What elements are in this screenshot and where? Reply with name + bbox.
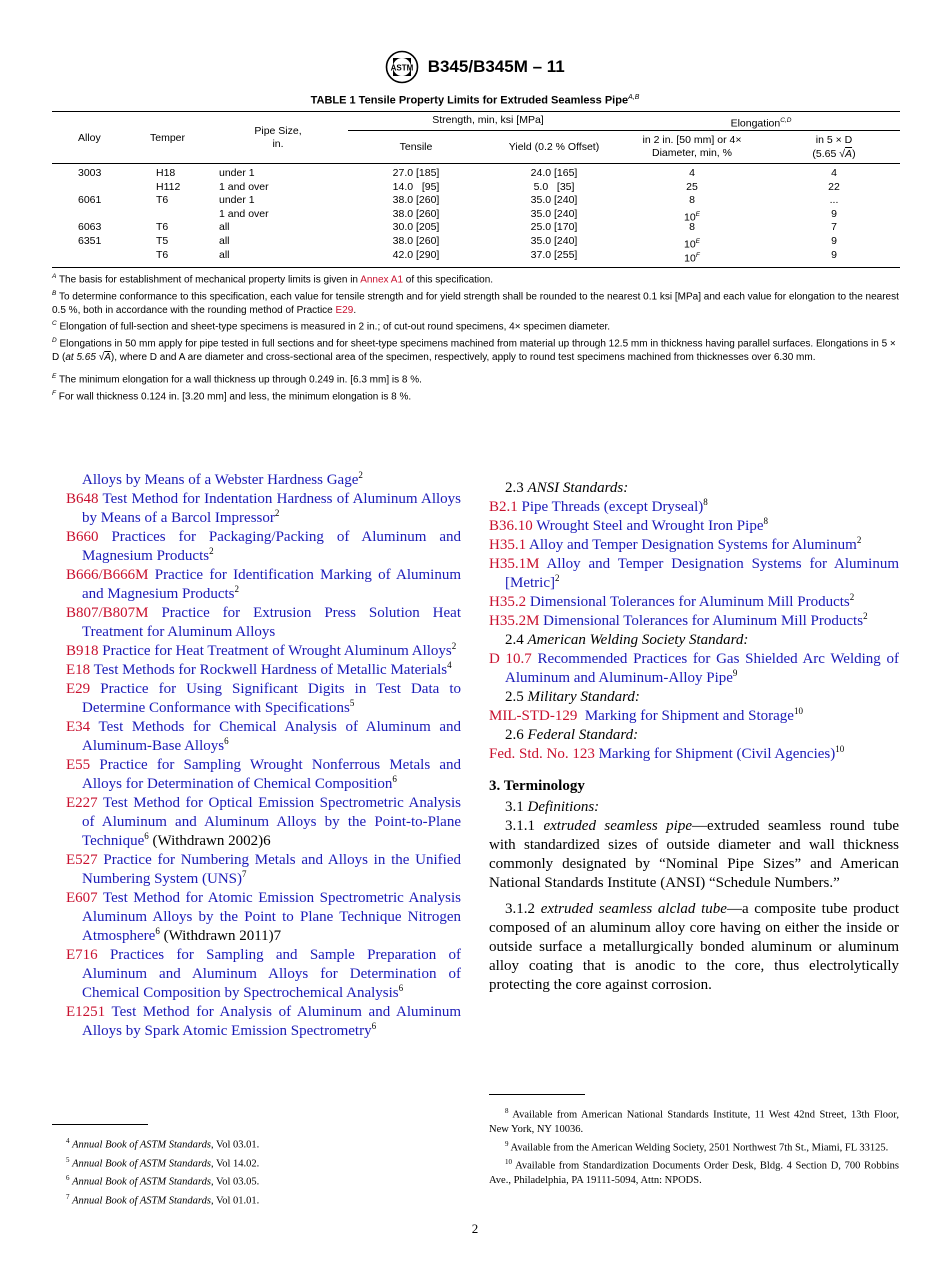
cell-tensile: 38.0 [260] <box>392 207 440 220</box>
reference-item: E18 Test Methods for Rockwell Hardness of Metallic Materials$^4$ <box>66 660 452 678</box>
cell-in5d: 7 <box>831 221 837 234</box>
cell-size: under 1 <box>219 167 255 179</box>
footnote: $^9$ Available from the American Welding Society, 2501 Northwest 7th St., Miami, FL 33125. <box>505 1139 889 1153</box>
cell-alloy: 3003 <box>78 167 102 179</box>
ref-title[interactable]: Test Method for Indentation Hardness of Aluminum Alloys by Means of a Barcol Impressor <box>82 491 461 526</box>
ref-code[interactable]: E527 <box>66 852 98 868</box>
section-2-5: 2.5 Military Standard: <box>505 689 640 705</box>
ref-code[interactable]: H35.1 <box>489 537 527 553</box>
cell-in2: 8 <box>689 194 695 207</box>
cell-alloy: 6061 <box>78 194 102 207</box>
cell-yield: 35.0 [240] <box>530 235 578 247</box>
cell-in5d: 9 <box>831 207 837 220</box>
cell-temper: T6 <box>156 221 169 234</box>
section-3-1: 3.1 Definitions: <box>505 799 600 815</box>
ansi-reference-item: H35.1 Alloy and Temper Designation Systems for Aluminum$^2$ <box>489 535 862 553</box>
footnote-rule-right <box>489 1094 585 1095</box>
definition-3-1-1: 3.1.1 extruded seamless pipe—extruded seamless round tube with standardized sizes of outside diameter and wall thickness commonly designated by “Nominal Pipe Sizes” and American National Standards Institute (ANSI) “Schedule Numbers.” <box>489 818 900 891</box>
ref-code[interactable]: B807/B807M <box>66 605 149 621</box>
cell-yield: 35.0 [240] <box>530 194 578 207</box>
ref-d10-7: D 10.7 Recommended Practices for Gas Shielded Arc Welding of Aluminum and Aluminum-Alloy Pipe$^9$ <box>489 651 899 686</box>
section-2-6: 2.6 Federal Standard: <box>505 727 639 743</box>
ref-title[interactable]: Test Methods for Chemical Analysis of Aluminum and Aluminum-Base Alloys <box>82 719 462 754</box>
ref-title[interactable]: Practice for Using Significant Digits in Test Data to Determine Conformance with Specifications <box>82 681 461 716</box>
section-2-3: 2.3 ANSI Standards: <box>505 480 629 496</box>
ref-code[interactable]: B648 <box>66 491 99 507</box>
col-head-in5d: in 5 × D (5.65 √A) <box>812 134 856 160</box>
ref-fed-std-123: Fed. Std. No. 123 Marking for Shipment (Civil Agencies)$^{10}$ <box>489 744 845 762</box>
cell-tensile: 38.0 [260] <box>392 194 440 207</box>
ref-code[interactable]: E18 <box>66 662 91 678</box>
reference-item: E527 Practice for Numbering Metals and Alloys in the Unified Numbering System (UNS)$^7$ <box>66 852 461 887</box>
ref-code[interactable]: H35.2M <box>489 613 540 629</box>
section-2-4: 2.4 American Welding Society Standard: <box>505 632 749 648</box>
ref-code[interactable]: D 10.7 <box>489 651 532 667</box>
ref-code[interactable]: MIL-STD-129 <box>489 708 578 724</box>
footnote: $^4$ Annual Book of ASTM Standards, Vol 03.01. <box>66 1137 260 1151</box>
cell-size: 1 and over <box>219 207 269 220</box>
e29-link[interactable]: E29 <box>335 304 354 316</box>
footnotes-right <box>489 1104 899 1188</box>
ref-title[interactable]: Practice for Heat Treatment of Wrought Aluminum Alloys <box>102 643 452 659</box>
left-column <box>66 471 461 1041</box>
standard-designation: B345/B345M – 11 <box>427 57 565 76</box>
cell-in5d: 9 <box>831 248 837 261</box>
ref-code[interactable]: E55 <box>66 757 91 773</box>
col-head-alloy: Alloy <box>78 132 101 144</box>
ansi-reference-item: H35.2 Dimensional Tolerances for Aluminum Mill Products$^2$ <box>489 592 855 610</box>
ref-code[interactable]: H35.1M <box>489 556 540 572</box>
ref-title[interactable]: Pipe Threads (except Dryseal) <box>521 499 704 515</box>
cell-tensile: 38.0 [260] <box>392 235 440 247</box>
table-header-rule <box>52 163 900 164</box>
note-e: $^E$ The minimum elongation for a wall thickness up through 0.249 in. [6.3 mm] is 8 %. <box>52 373 422 386</box>
cell-size: 1 and over <box>219 180 269 193</box>
ref-code[interactable]: B918 <box>66 643 99 659</box>
table-notes <box>52 270 900 404</box>
ref-code[interactable]: B660 <box>66 529 99 545</box>
cell-tensile: 42.0 [290] <box>392 248 440 261</box>
ref-code[interactable]: E1251 <box>66 1004 106 1020</box>
cell-in2: 8 <box>689 221 695 234</box>
ref-title[interactable]: Marking for Shipment (Civil Agencies) <box>598 746 836 762</box>
cell-in2: 25 <box>686 180 698 193</box>
ref-title[interactable]: Alloys by Means of a Webster Hardness Gage <box>82 472 359 488</box>
ref-title[interactable]: Dimensional Tolerances for Aluminum Mill Products <box>529 594 850 610</box>
reference-item: E607 Test Method for Atomic Emission Spectrometric Analysis Aluminum Alloys by the Point to Plane Technique Nitrogen Atmosphere$^6$ (Withdrawn 2011)7 <box>66 890 461 944</box>
ansi-reference-item: B36.10 Wrought Steel and Wrought Iron Pipe$^8$ <box>489 516 768 534</box>
reference-item: B666/B666M Practice for Identification Marking of Aluminum and Magnesium Products$^2$ <box>66 567 462 602</box>
reference-item: E34 Test Methods for Chemical Analysis of Aluminum and Aluminum-Base Alloys$^6$ <box>66 719 462 754</box>
ref-title[interactable]: Practice for Identification Marking of Aluminum and Magnesium Products <box>82 567 462 602</box>
col-head-in2: in 2 in. [50 mm] or 4× Diameter, min, % <box>642 134 742 159</box>
cell-tensile: 30.0 [205] <box>392 221 440 234</box>
reference-item: E55 Practice for Sampling Wrought Nonferrous Metals and Alloys for Determination of Chemical Composition$^6$ <box>66 757 461 792</box>
ref-title[interactable]: Recommended Practices for Gas Shielded Arc Welding of Aluminum and Aluminum-Alloy Pipe <box>505 651 899 686</box>
table-top-rule <box>52 111 900 112</box>
ref-title[interactable]: Practice for Numbering Metals and Alloys in the Unified Numbering System (UNS) <box>82 852 461 887</box>
cell-size: all <box>219 221 230 234</box>
ref-title[interactable]: Test Methods for Rockwell Hardness of Metallic Materials <box>93 662 448 678</box>
ref-title[interactable]: Practice for Extrusion Press Solution Heat Treatment for Aluminum Alloys <box>82 605 461 640</box>
cell-alloy: 6351 <box>78 235 102 247</box>
cell-in2: $10^E$ <box>683 238 701 251</box>
ref-code[interactable]: B36.10 <box>489 518 533 534</box>
page-number: 2 <box>471 1221 479 1236</box>
note-c: $^C$ Elongation of full-section and sheet-type specimens is measured in 2 in.; of cut-out round specimens, 4× specimen diameter. <box>52 320 611 333</box>
ref-title[interactable]: Test Method for Atomic Emission Spectrometric Analysis Aluminum Alloys by the Point to Plane Technique Nitrogen Atmosphere <box>82 890 461 944</box>
table-title: TABLE 1 Tensile Property Limits for Extruded Seamless Pipe$^{A,B}$ <box>310 94 640 107</box>
reference-item: E29 Practice for Using Significant Digits in Test Data to Determine Conformance with Specifications$^5$ <box>66 681 461 716</box>
cell-temper: H18 <box>156 167 176 179</box>
ref-title[interactable]: Wrought Steel and Wrought Iron Pipe <box>536 518 764 534</box>
footnote: $^7$ Annual Book of ASTM Standards, Vol 01.01. <box>66 1192 260 1206</box>
note-f: $^F$ For wall thickness 0.124 in. [3.20 mm] and less, the minimum elongation is 8 %. <box>52 390 412 403</box>
reference-item: E1251 Test Method for Analysis of Aluminum and Aluminum Alloys by Spark Atomic Emission Spectrometry$^6$ <box>66 1004 461 1039</box>
ref-code[interactable]: E607 <box>66 890 98 906</box>
reference-item: E716 Practices for Sampling and Sample Preparation of Aluminum and Aluminum Alloys for Determination of Chemical Composition by Spectrochemical Analysis$^6$ <box>66 947 462 1001</box>
cell-temper: H112 <box>156 180 181 193</box>
definition-3-1-2: 3.1.2 extruded seamless alclad tube—a composite tube product composed of an aluminum alloy core having on either the inside or outside surface a metallurgically bonded aluminum or aluminum alloy coating that is anodic to the core, thus electrolytically protecting the core against corrosion. <box>489 901 899 993</box>
ref-title[interactable]: Alloy and Temper Designation Systems for Aluminum <box>529 537 857 553</box>
ansi-reference-item: H35.1M Alloy and Temper Designation Systems for Aluminum [Metric]$^2$ <box>489 556 899 591</box>
footnotes-left <box>66 1134 461 1208</box>
footnote: $^6$ Annual Book of ASTM Standards, Vol 03.05. <box>66 1174 260 1188</box>
note-d: $^D$ Elongations in 50 mm apply for pipe tested in full sections and for sheet-type specimens machined from material up through 12.5 mm in thickness having parallel surfaces. Elongations in 5 × D (at 5.65 √A), where D and A are diameter and cross-sectional area of the specimen, respectively, apply to round test specimens machined from thicknesses over 6.30 mm. <box>52 336 896 363</box>
reference-item <box>66 604 461 642</box>
ref-code[interactable]: Fed. Std. No. 123 <box>489 746 595 762</box>
col-head-yield: Yield (0.2 % Offset) <box>508 141 600 153</box>
document-header <box>0 50 950 84</box>
cell-temper: T6 <box>156 248 169 261</box>
ref-code[interactable]: H35.2 <box>489 594 527 610</box>
ref-code[interactable]: E29 <box>66 681 91 697</box>
reference-item: B918 Practice for Heat Treatment of Wrought Aluminum Alloys$^2$ <box>66 641 457 659</box>
reference-item: E227 Test Method for Optical Emission Spectrometric Analysis of Aluminum and Aluminum Alloys by the Point-to-Plane Technique$^6$ (Withdrawn 2002)6 <box>66 795 461 849</box>
svg-text:ASTM: ASTM <box>390 63 414 73</box>
cell-in2: $10^E$ <box>683 210 701 224</box>
cell-in5d: ... <box>829 194 839 207</box>
cell-tensile: 27.0 [185] <box>392 167 440 179</box>
ansi-list <box>489 498 899 631</box>
reference-item: Alloys by Means of a Webster Hardness Gage$^2$ <box>82 470 363 488</box>
footnote: $^{10}$ Available from Standardization Documents Order Desk, Bldg. 4 Section D, 700 Robbins Ave., Philadelphia, PA 19111-5094, Attn: NPODS. <box>489 1158 899 1186</box>
cell-alloy: 6063 <box>78 221 102 234</box>
col-head-strength: Strength, min, ksi [MPa] <box>432 114 544 126</box>
note-b: $^B$ To determine conformance to this specification, each value for tensile strength and for yield strength shall be rounded to the nearest 0.1 ksi [MPa] and each value for elongation to the nearest 0.5 %, both in accordance with the rounding method of Practice E29. <box>52 289 899 316</box>
cell-in2: $10^F$ <box>684 251 700 265</box>
ansi-reference-item: B2.1 Pipe Threads (except Dryseal)$^8$ <box>489 497 708 515</box>
note-a: $^A$ The basis for establishment of mechanical property limits is given in Annex A1 of this specification. <box>52 273 494 286</box>
cell-tensile: 14.0 [95] <box>392 180 440 193</box>
ref-title[interactable]: Dimensional Tolerances for Aluminum Mill Products <box>543 613 864 629</box>
ref-title[interactable]: Practice for Sampling Wrought Nonferrous Metals and Alloys for Determination of Chemical Composition <box>82 757 461 792</box>
annex-a1-link[interactable]: Annex A1 <box>360 274 404 286</box>
ansi-reference-item: H35.2M Dimensional Tolerances for Aluminum Mill Products$^2$ <box>489 611 868 629</box>
cell-in5d: 9 <box>831 235 837 247</box>
cell-yield: 35.0 [240] <box>530 207 578 220</box>
ref-title[interactable]: Test Method for Optical Emission Spectrometric Analysis of Aluminum and Aluminum Alloys by the Point-to-Plane Technique <box>82 795 461 849</box>
ref-title[interactable]: Marking for Shipment and Storage <box>584 708 794 724</box>
ref-title[interactable]: Alloy and Temper Designation Systems for Aluminum [Metric] <box>505 556 899 591</box>
col-head-elongation: Elongation$^{C,D}$ <box>730 117 792 130</box>
cell-yield: 24.0 [165] <box>530 167 578 179</box>
cell-yield: 5.0 [35] <box>533 180 575 193</box>
ref-code[interactable]: B666/B666M <box>66 567 149 583</box>
col-head-tensile: Tensile <box>399 141 433 153</box>
table-bottom-rule <box>52 267 900 268</box>
ref-code[interactable]: B2.1 <box>489 499 518 515</box>
footnote: $^8$ Available from American National Standards Institute, 11 West 42nd Street, 13th Floor, New York, NY 10036. <box>489 1107 900 1135</box>
ref-title[interactable]: Test Method for Analysis of Aluminum and Aluminum Alloys by Spark Atomic Emission Spectrometry <box>82 1004 461 1039</box>
cell-in2: 4 <box>689 167 695 179</box>
cell-yield: 37.0 [255] <box>530 248 578 261</box>
footnote: $^5$ Annual Book of ASTM Standards, Vol 14.02. <box>66 1155 260 1169</box>
cell-yield: 25.0 [170] <box>530 221 578 234</box>
footnote-rule-left <box>52 1124 148 1125</box>
cell-size: all <box>219 248 230 261</box>
ref-code[interactable]: E716 <box>66 947 98 963</box>
cell-temper: T5 <box>156 235 169 247</box>
cell-size: under 1 <box>219 194 255 207</box>
ref-code[interactable]: E34 <box>66 719 91 735</box>
cell-in5d: 4 <box>831 167 837 179</box>
section-3-heading: 3. Terminology <box>489 778 585 794</box>
col-head-pipe-size: Pipe Size, in. <box>254 125 302 150</box>
ref-title[interactable]: Practices for Sampling and Sample Preparation of Aluminum and Aluminum Alloys for Determination of Chemical Composition by Spectrochemical Analysis <box>82 947 462 1001</box>
cell-in5d: 22 <box>828 180 840 193</box>
reference-item: B648 Test Method for Indentation Hardness of Aluminum Alloys by Means of a Barcol Impressor$^2$ <box>66 491 461 526</box>
reference-item: B660 Practices for Packaging/Packing of Aluminum and Magnesium Products$^2$ <box>66 529 462 564</box>
astm-logo-icon <box>385 50 419 84</box>
cell-temper: T6 <box>156 194 169 207</box>
cell-size: all <box>219 235 230 247</box>
ref-code[interactable]: E227 <box>66 795 98 811</box>
ref-mil-std-129: MIL-STD-129 Marking for Shipment and Storage$^{10}$ <box>489 706 803 724</box>
ref-title[interactable]: Practices for Packaging/Packing of Aluminum and Magnesium Products <box>82 529 462 564</box>
right-column <box>489 479 899 995</box>
col-head-temper: Temper <box>150 132 186 144</box>
